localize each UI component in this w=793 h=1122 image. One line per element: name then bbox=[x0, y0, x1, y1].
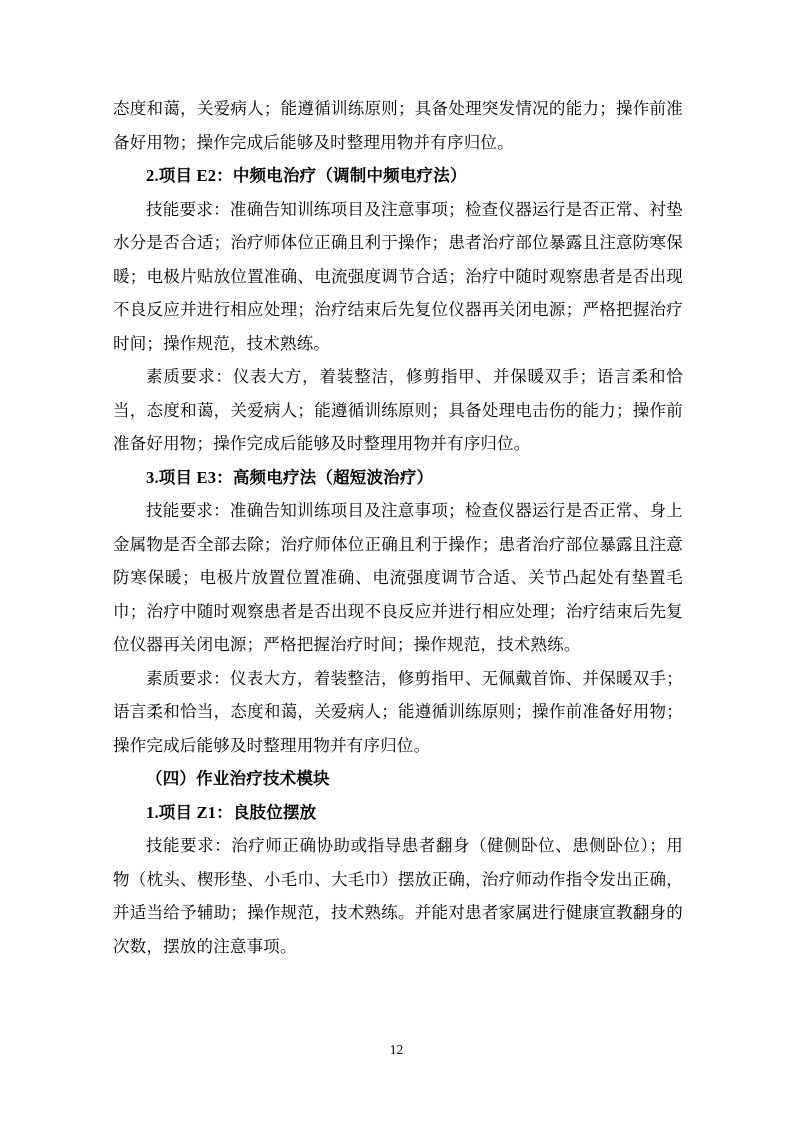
paragraph-continuation: 态度和蔼，关爱病人；能遵循训练原则；具备处理突发情况的能力；操作前准备好用物；操作完成后能够及时整理用物并有序归位。 bbox=[113, 99, 683, 152]
page-number: 12 bbox=[389, 1042, 404, 1057]
heading-section-four: （四）作业治疗技术模块 bbox=[146, 769, 330, 788]
paragraph-e2-skill-requirements: 技能要求：准确告知训练项目及注意事项；检查仪器运行是否正常、衬垫水分是否合适；治疗师体位正确且利于操作；患者治疗部位暴露且注意防寒保暖；电极片贴放位置准确、电流强度调节合适；治疗中随时观察患者是否出现不良反应并进行相应处理；治疗结束后先复位仪器再关闭电源；严格把握治疗时间；操作规范，技术熟练。 bbox=[113, 199, 683, 353]
paragraph-e3-skill-requirements: 技能要求：准确告知训练项目及注意事项；检查仪器运行是否正常、身上金属物是否全部去除；治疗师体位正确且利于操作；患者治疗部位暴露且注意防寒保暖；电极片放置位置准确、电流强度调节合适、关节凸起处有垫置毛巾；治疗中随时观察患者是否出现不良反应并进行相应处理；治疗结束后先复位仪器再关闭电源；严格把握治疗时间；操作规范，技术熟练。 bbox=[113, 501, 683, 654]
paragraph-e3-quality-requirements: 素质要求：仪表大方，着装整洁，修剪指甲、无佩戴首饰、并保暖双手；语言柔和恰当，态度和蔼，关爱病人；能遵循训练原则；操作前准备好用物；操作完成后能够及时整理用物并有序归位。 bbox=[113, 668, 683, 755]
paragraph-e2-quality-requirements: 素质要求：仪表大方，着装整洁，修剪指甲、并保暖双手；语言柔和恰当，态度和蔼，关爱病人；能遵循训练原则；具备处理电击伤的能力；操作前准备好用物；操作完成后能够及时整理用物并有序归位。 bbox=[113, 367, 683, 453]
paragraph-z1-skill-requirements: 技能要求：治疗师正确协助或指导患者翻身（健侧卧位、患侧卧位）；用物（枕头、楔形垫、小毛巾、大毛巾）摆放正确，治疗师动作指令发出正确，并适当给予辅助；操作规范，技术熟练。并能对患者家属进行健康宣教翻身的次数，摆放的注意事项。 bbox=[113, 836, 683, 956]
page-content bbox=[113, 92, 683, 963]
heading-project-e2: 2.项目 E2：中频电治疗（调制中频电疗法） bbox=[146, 166, 467, 185]
heading-project-z1: 1.项目 Z1：良肢位摆放 bbox=[146, 802, 317, 822]
heading-project-e3: 3.项目 E3：高频电疗法（超短波治疗） bbox=[146, 467, 434, 487]
